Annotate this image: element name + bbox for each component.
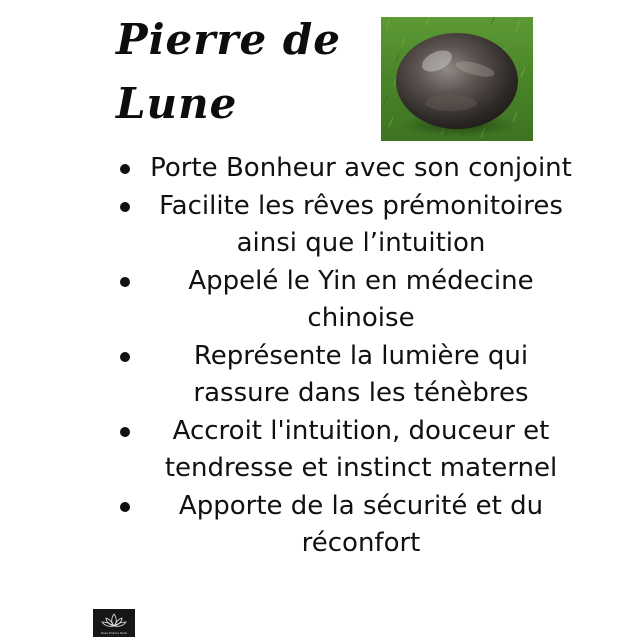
bullet-item — [120, 413, 580, 488]
lotus-logo-icon — [93, 609, 135, 637]
bullet-text: Porte Bonheur avec son conjoint — [150, 153, 572, 183]
bullet-item — [120, 150, 580, 188]
bullet-text: Représente la lumière qui rassure dans les ténèbres — [193, 340, 529, 408]
bullet-text: Facilite les rêves prémonitoires ainsi que l’intuition — [159, 190, 563, 258]
bullet-text: Apporte de la sécurité et du réconfort — [178, 490, 544, 558]
bullet-text: Accroit l'intuition, douceur et tendresse et instinct maternel — [164, 415, 558, 483]
bullet-icon — [120, 502, 130, 512]
bullet-text: Appelé le Yin en médecine chinoise — [188, 265, 534, 333]
page-title: Pierre de Lune — [116, 15, 341, 128]
bullet-icon — [120, 202, 130, 212]
bullet-icon — [120, 427, 130, 437]
bullet-icon — [120, 352, 130, 362]
bullet-icon — [120, 164, 130, 174]
bullet-list — [120, 150, 580, 563]
bullet-item — [120, 263, 580, 338]
bullet-item — [120, 488, 580, 563]
bullet-item — [120, 188, 580, 263]
logo-text: Rose Prisma Reiki — [100, 631, 128, 635]
bullet-icon — [120, 277, 130, 287]
moonstone-photo — [381, 17, 533, 141]
bullet-item — [120, 338, 580, 413]
